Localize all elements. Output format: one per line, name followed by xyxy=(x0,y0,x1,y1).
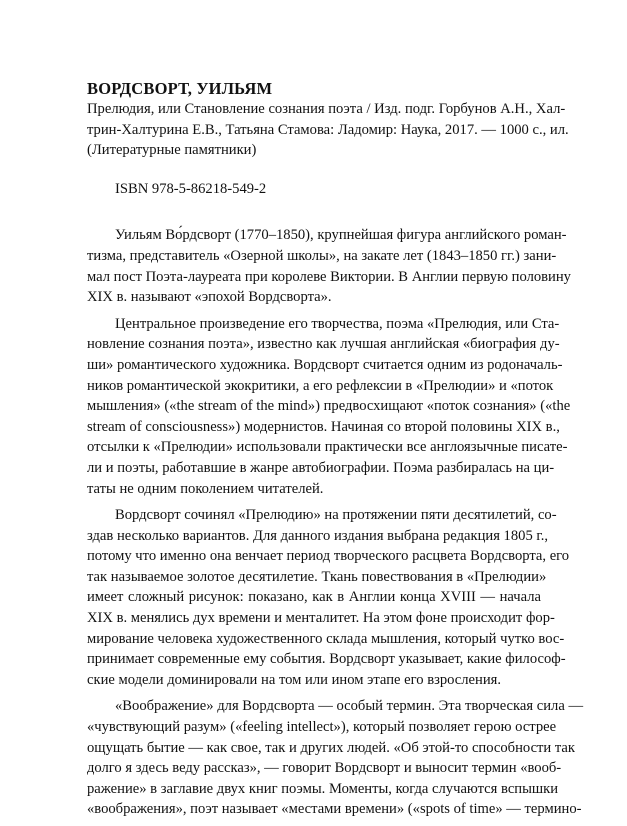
body-text xyxy=(87,225,584,820)
paragraph-1 xyxy=(87,225,571,307)
text-line: новление сознания поэта», известно как лучшая английская «биография ду- xyxy=(87,336,560,353)
bib-line: Прелюдия, или Становление сознания поэта / Изд. подг. Горбунов А.Н., Хал- xyxy=(87,101,566,117)
text-line: мышления» («the stream of the mind») предвосхищают «поток сознания» («the xyxy=(87,398,571,415)
text-line: Уильям Во́рдсворт (1770–1850), крупнейшая фигура английского роман- xyxy=(115,227,567,244)
text-line: мал пост Поэта-лауреата при королеве Виктории. В Англии первую половину xyxy=(87,268,571,285)
text-line: ши» романтического художника. Вордсворт считается одним из родоначаль- xyxy=(87,356,563,373)
bibliographic-description xyxy=(87,99,569,161)
text-line: ников романтической экокритики, а его рефлексии в «Прелюдии» и «поток xyxy=(87,377,554,394)
text-line: XIX в. менялись дух времени и менталитет. На этом фоне происходит фор- xyxy=(87,610,555,627)
text-line: ские модели доминировали на том или ином этапе его взросления. xyxy=(87,671,502,688)
paragraph-2 xyxy=(87,314,571,499)
text-line: таты не одним поколением читателей. xyxy=(87,480,324,497)
text-line: имеет сложный рисунок: показано, как в Англии конца XVIII — начала xyxy=(87,589,541,606)
entry-title: ВОРДСВОРТ, УИЛЬЯМ xyxy=(87,79,273,98)
paragraph-4 xyxy=(87,696,584,820)
text-line: ли и поэты, работавшие в жанре автобиографии. Поэма разбиралась на ци- xyxy=(87,459,555,476)
text-line: ражение» в заглавие двух книг поэмы. Моменты, когда случаются вспышки xyxy=(87,780,559,797)
text-line: «чувствующий разум» («feeling intellect»), который позволяет герою острее xyxy=(87,719,557,736)
text-line: ощущать бытие — как свое, так и других людей. «Об этой-то способности так xyxy=(87,739,575,756)
text-line: «воображения», поэт называет «местами времени» («spots of time» — термино- xyxy=(87,801,582,818)
text-line: отсылки к «Прелюдии» использовали практически все англоязычные писате- xyxy=(87,439,568,456)
bib-line: (Литературные памятники) xyxy=(87,142,257,159)
text-line: потому что именно она венчает период творческого расцвета Вордсворта, его xyxy=(87,548,570,565)
bib-line: трин-Халтурина Е.В., Татьяна Стамова: Ладомир: Наука, 2017. — 1000 с., ил. xyxy=(87,121,569,138)
paragraph-3 xyxy=(87,505,570,690)
text-line: тизма, представитель «Озерной школы», на закате лет (1843–1850 гг.) зани- xyxy=(87,247,557,264)
text-line: stream of consciousness») модернистов. Начиная со второй половины XIX в., xyxy=(87,418,560,435)
document-page xyxy=(87,78,584,826)
text-line: Вордсворт сочинял «Прелюдию» на протяжении пяти десятилетий, со- xyxy=(115,507,557,524)
isbn: ISBN 978-5-86218-549-2 xyxy=(115,180,267,197)
text-line: «Воображение» для Вордсворта — особый термин. Эта творческая сила — xyxy=(115,698,584,715)
text-line: XIX в. называют «эпохой Вордсворта». xyxy=(87,289,332,306)
text-line: Центральное произведение его творчества, поэма «Прелюдия, или Ста- xyxy=(115,315,560,332)
text-line: мирование человека художественного склада мышления, который чутко вос- xyxy=(87,630,565,647)
text-line: принимает современные ему события. Вордсворт указывает, какие философ- xyxy=(87,651,566,668)
text-line: долго я здесь веду рассказ», — говорит Вордсворт и выносит термин «вооб- xyxy=(87,760,562,777)
text-line: так называемое золотое десятилетие. Ткань повествования в «Прелюдии» xyxy=(87,568,547,585)
text-line: здав несколько вариантов. Для данного издания выбрана редакция 1805 г., xyxy=(87,527,549,544)
